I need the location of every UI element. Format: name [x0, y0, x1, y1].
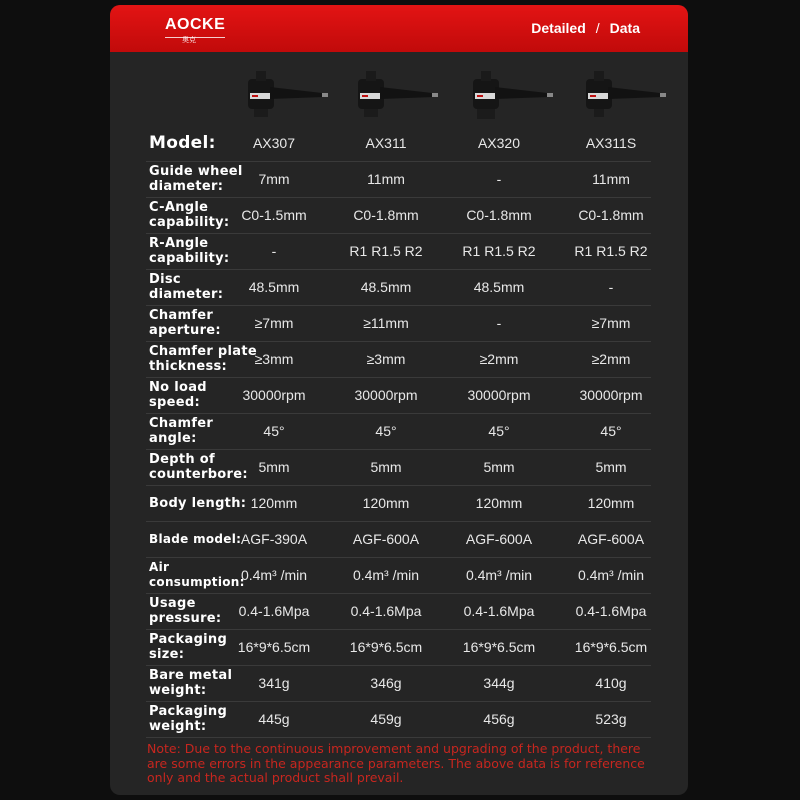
- cell-value: 0.4m³ /min: [577, 567, 645, 583]
- spec-row-r-angle: [146, 233, 651, 270]
- cell-value: -: [271, 243, 277, 259]
- spec-row-air-consumption: [146, 557, 651, 594]
- row-label: Chamfer aperture:: [149, 308, 221, 338]
- cell-value: AGF-600A: [352, 531, 420, 547]
- cell-value: 456g: [483, 711, 515, 727]
- cell-value: ≥7mm: [591, 315, 631, 331]
- cell-value: 5mm: [370, 459, 402, 475]
- nav-separator: /: [595, 20, 600, 36]
- spec-row-counterbore: [146, 449, 651, 486]
- cell-value: 120mm: [475, 495, 523, 511]
- spec-card: [110, 5, 688, 795]
- spec-row-body-length: [146, 485, 651, 522]
- cell-value: 120mm: [587, 495, 635, 511]
- cell-value: 0.4-1.6Mpa: [575, 603, 647, 619]
- cell-value: ≥2mm: [591, 351, 631, 367]
- cell-value: 48.5mm: [360, 279, 412, 295]
- cell-value: 30000rpm: [242, 387, 306, 403]
- cell-value: 120mm: [362, 495, 410, 511]
- cell-value: 410g: [595, 675, 627, 691]
- row-label: No load speed:: [149, 380, 207, 410]
- nav-data: Data: [609, 20, 640, 36]
- brand-subtitle: 奥克: [182, 37, 196, 44]
- cell-value: AX320: [477, 135, 521, 151]
- row-label: Chamfer angle:: [149, 416, 214, 446]
- cell-value: 0.4-1.6Mpa: [350, 603, 422, 619]
- cell-value: 30000rpm: [354, 387, 418, 403]
- cell-value: 48.5mm: [248, 279, 300, 295]
- nav-detailed: Detailed: [531, 20, 586, 36]
- cell-value: 459g: [370, 711, 402, 727]
- cell-value: R1 R1.5 R2: [574, 243, 648, 259]
- cell-value: 5mm: [595, 459, 627, 475]
- spec-row-bare-weight: [146, 665, 651, 702]
- spec-row-guide-wheel: [146, 161, 651, 198]
- air-chamfer-tool-icon: [350, 65, 442, 127]
- cell-value: 45°: [375, 423, 397, 439]
- cell-value: 341g: [258, 675, 290, 691]
- row-label: Model:: [149, 132, 216, 153]
- spec-row-c-angle: [146, 197, 651, 234]
- cell-value: 45°: [488, 423, 510, 439]
- cell-value: 0.4-1.6Mpa: [238, 603, 310, 619]
- product-images: [110, 65, 688, 127]
- row-label: C-Angle capability:: [149, 200, 230, 230]
- row-label: Guide wheel diameter:: [149, 164, 243, 194]
- row-label: Disc diameter:: [149, 272, 224, 302]
- row-label: Body length:: [149, 495, 247, 511]
- cell-value: AGF-600A: [465, 531, 533, 547]
- spec-row-packaging-size: [146, 629, 651, 666]
- cell-value: 445g: [258, 711, 290, 727]
- cell-value: AGF-600A: [577, 531, 645, 547]
- cell-value: ≥11mm: [363, 315, 409, 331]
- cell-value: -: [496, 315, 502, 331]
- header-nav: [531, 20, 640, 36]
- cell-value: AGF-390A: [240, 531, 308, 547]
- spec-row-model: [146, 125, 651, 162]
- cell-value: C0-1.8mm: [466, 207, 532, 223]
- cell-value: 0.4m³ /min: [352, 567, 420, 583]
- cell-value: C0-1.5mm: [241, 207, 307, 223]
- cell-value: 16*9*6.5cm: [574, 639, 648, 655]
- row-label: Depth of counterbore:: [149, 452, 248, 482]
- cell-value: 30000rpm: [467, 387, 531, 403]
- spec-row-blade-model: [146, 521, 651, 558]
- cell-value: 0.4-1.6Mpa: [463, 603, 535, 619]
- spec-row-no-load-speed: [146, 377, 651, 414]
- row-label: Blade model:: [149, 531, 242, 546]
- header-bar: [110, 5, 688, 52]
- spec-row-plate-thickness: [146, 341, 651, 378]
- cell-value: ≥7mm: [254, 315, 294, 331]
- spec-row-usage-pressure: [146, 593, 651, 630]
- spec-row-packaging-weight: [146, 701, 651, 738]
- cell-value: 45°: [263, 423, 285, 439]
- cell-value: 344g: [483, 675, 515, 691]
- air-chamfer-tool-icon: [578, 65, 670, 127]
- cell-value: -: [496, 171, 502, 187]
- row-label: Packaging size:: [149, 632, 228, 662]
- cell-value: 30000rpm: [579, 387, 643, 403]
- spec-row-disc-diameter: [146, 269, 651, 306]
- cell-value: ≥2mm: [479, 351, 519, 367]
- cell-value: ≥3mm: [366, 351, 406, 367]
- air-chamfer-tool-icon: [465, 65, 557, 127]
- cell-value: 7mm: [258, 171, 290, 187]
- brand-logo: AOCKE: [165, 16, 226, 33]
- disclaimer-note: Note: Due to the continuous improvement and upgrading of the product, there are some errors in the appearance parameters. The above data is for reference only and the actual product shall prevail.: [147, 741, 645, 785]
- cell-value: 120mm: [250, 495, 298, 511]
- air-chamfer-tool-icon: [240, 65, 332, 127]
- cell-value: 48.5mm: [473, 279, 525, 295]
- row-label: R-Angle capability:: [149, 236, 230, 266]
- cell-value: ≥3mm: [254, 351, 294, 367]
- cell-value: 5mm: [258, 459, 290, 475]
- cell-value: 45°: [600, 423, 622, 439]
- cell-value: 16*9*6.5cm: [349, 639, 423, 655]
- cell-value: AX311S: [585, 135, 637, 151]
- cell-value: R1 R1.5 R2: [349, 243, 423, 259]
- cell-value: 11mm: [367, 171, 405, 187]
- spec-row-chamfer-aperture: [146, 305, 651, 342]
- row-label: Usage pressure:: [149, 596, 222, 626]
- cell-value: 346g: [370, 675, 402, 691]
- cell-value: 5mm: [483, 459, 515, 475]
- spec-row-chamfer-angle: [146, 413, 651, 450]
- cell-value: 16*9*6.5cm: [462, 639, 536, 655]
- cell-value: C0-1.8mm: [353, 207, 419, 223]
- cell-value: C0-1.8mm: [578, 207, 644, 223]
- row-label: Air consumption:: [149, 560, 245, 589]
- cell-value: 0.4m³ /min: [240, 567, 308, 583]
- cell-value: 16*9*6.5cm: [237, 639, 311, 655]
- cell-value: 0.4m³ /min: [465, 567, 533, 583]
- row-label: Packaging weight:: [149, 704, 228, 734]
- cell-value: R1 R1.5 R2: [462, 243, 536, 259]
- row-label: Bare metal weight:: [149, 668, 233, 698]
- cell-value: -: [608, 279, 614, 295]
- cell-value: AX311: [365, 135, 407, 151]
- cell-value: 523g: [595, 711, 627, 727]
- cell-value: 11mm: [592, 171, 630, 187]
- row-label: Chamfer plate thickness:: [149, 344, 257, 374]
- cell-value: AX307: [252, 135, 296, 151]
